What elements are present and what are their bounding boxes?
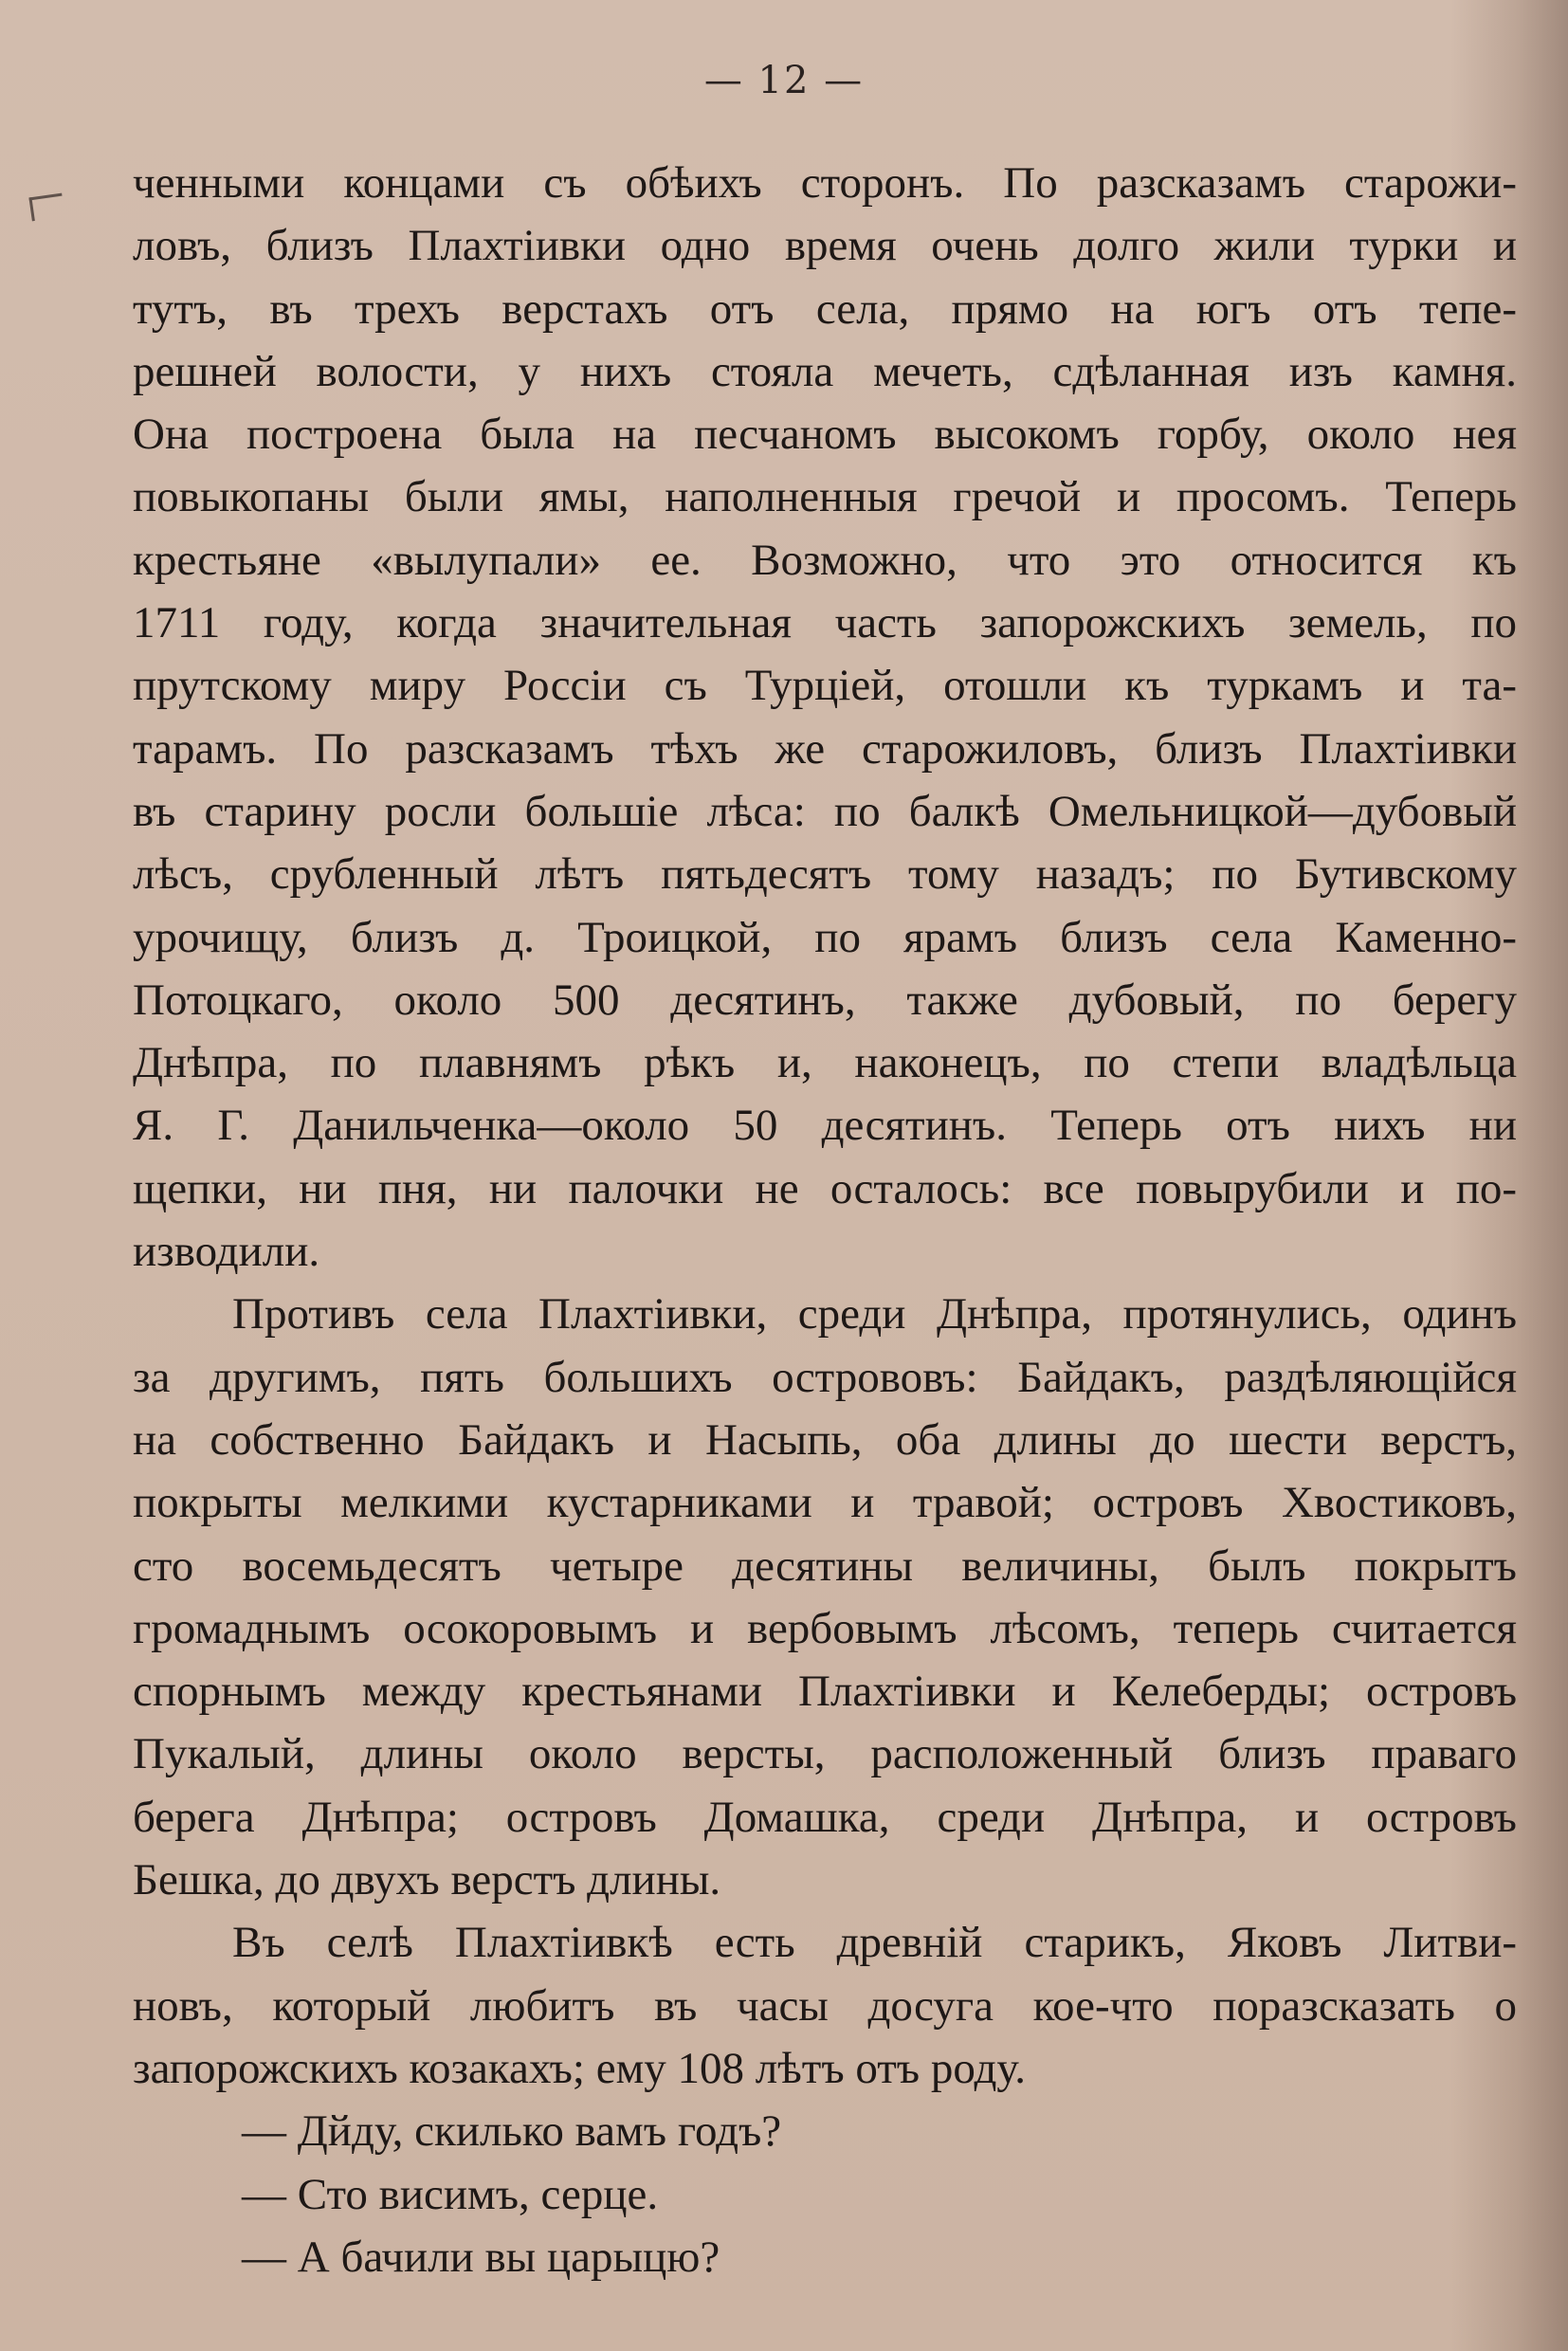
margin-pencil-mark — [28, 193, 64, 222]
page-number: — 12 — — [703, 59, 865, 102]
text-line: повыкопаны были ямы, наполненныя гречой и просомъ. Теперь — [133, 472, 1517, 522]
text-line: спорнымъ между крестьянами Плахтіивки и Келеберды; островъ — [133, 1667, 1517, 1717]
body-text — [133, 152, 1517, 2288]
text-line: Въ селѣ Плахтіивкѣ есть древній старикъ, Яковъ Литви- — [232, 1918, 1517, 1968]
text-line: решней волости, у нихъ стояла мечеть, сдѣланная изъ камня. — [133, 346, 1517, 396]
text-line: крестьяне «вылупали» ее. Возможно, что это относится къ — [133, 535, 1517, 585]
text-line: тарамъ. По разсказамъ тѣхъ же старожиловъ, близъ Плахтіивки — [133, 723, 1517, 774]
text-line: 1711 году, когда значительная часть запорожскихъ земель, по — [133, 598, 1517, 648]
text-line: запорожскихъ козакахъ; ему 108 лѣтъ отъ роду. — [133, 2043, 1026, 2093]
text-line: въ старину росли большіе лѣса: по балкѣ Омельницкой—дубовый — [133, 786, 1517, 836]
text-line: прутскому миру Россіи съ Турціей, отошли къ туркамъ и та- — [133, 661, 1517, 711]
text-line: ловъ, близъ Плахтіивки одно время очень долго жили турки и — [133, 221, 1517, 271]
text-line: сто восемьдесятъ четыре десятины величины, былъ покрытъ — [133, 1540, 1517, 1591]
text-line: покрыты мелкими кустарниками и травой; островъ Хвостиковъ, — [133, 1478, 1517, 1528]
text-line: Она построена была на песчаномъ высокомъ горбу, около нея — [133, 410, 1517, 460]
text-line: Пукалый, длины около версты, расположенный близъ праваго — [133, 1729, 1517, 1779]
text-line: на собственно Байдакъ и Насыпь, оба длины до шести верстъ, — [133, 1414, 1517, 1465]
text-line: Бешка, до двухъ верстъ длины. — [133, 1855, 721, 1905]
text-line: Противъ села Плахтіивки, среди Днѣпра, протянулись, одинъ — [232, 1289, 1517, 1340]
text-line: берега Днѣпра; островъ Домашка, среди Днѣпра, и островъ — [133, 1792, 1517, 1842]
text-line: Я. Г. Данильченка—около 50 десятинъ. Теперь отъ нихъ ни — [133, 1101, 1517, 1151]
text-line: тутъ, въ трехъ верстахъ отъ села, прямо на югъ отъ тепе- — [133, 283, 1517, 334]
text-line: щепки, ни пня, ни палочки не осталось: все повырубили и по- — [133, 1163, 1517, 1213]
text-line: за другимъ, пять большихъ острововъ: Байдакъ, раздѣляющійся — [133, 1352, 1517, 1402]
text-line: Потоцкаго, около 500 десятинъ, также дубовый, по берегу — [133, 975, 1517, 1025]
text-line: новъ, который любитъ въ часы досуга кое-что поразсказать о — [133, 1980, 1517, 2031]
text-line: Днѣпра, по плавнямъ рѣкъ и, наконецъ, по степи владѣльца — [133, 1038, 1517, 1088]
text-line: ченными концами съ обѣихъ сторонъ. По разсказамъ старожи- — [133, 158, 1517, 208]
text-line: громаднымъ осокоровымъ и вербовымъ лѣсомъ, теперь считается — [133, 1603, 1517, 1653]
dialogue-line: — Сто висимъ, серце. — [242, 2169, 659, 2219]
text-line: изводили. — [133, 1227, 320, 1277]
dialogue-line: — Дйду, скилько вамъ годъ? — [242, 2106, 782, 2157]
dialogue-line: — А бачили вы царыцю? — [242, 2232, 720, 2282]
text-line: урочищу, близъ д. Троицкой, по ярамъ близъ села Каменно- — [133, 912, 1517, 962]
text-line: лѣсъ, срубленный лѣтъ пятьдесятъ тому назадъ; по Бутивскому — [133, 849, 1517, 900]
